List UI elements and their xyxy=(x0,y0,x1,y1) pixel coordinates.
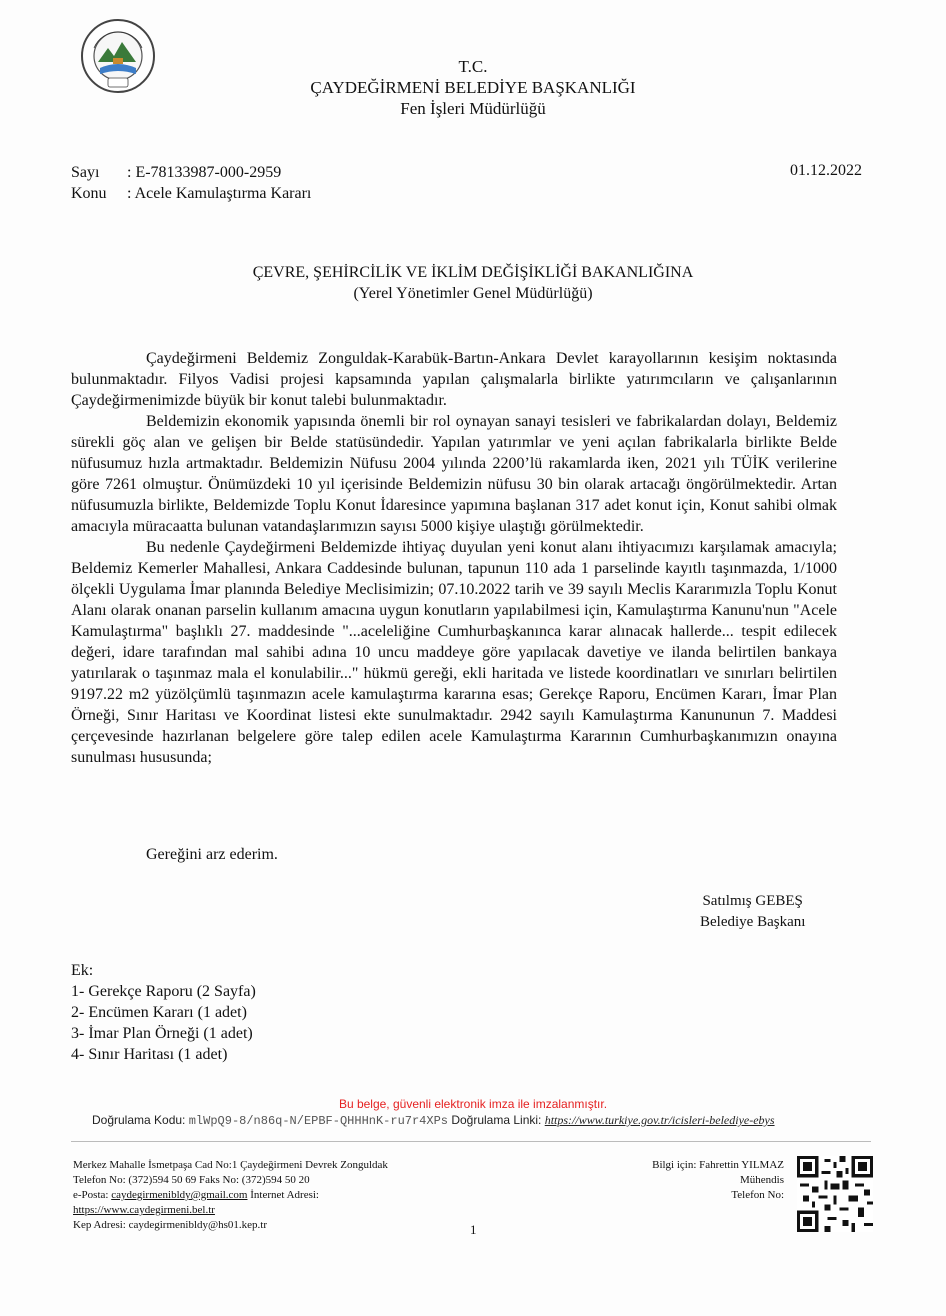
closing-text: Gereğini arz ederim. xyxy=(146,846,278,863)
header-tc: T.C. xyxy=(458,57,488,76)
footer-email-link[interactable]: caydegirmenibldy@gmail.com xyxy=(111,1189,248,1201)
footer-email-line xyxy=(73,1188,388,1203)
info-contact-person: Bilgi için: Fahrettin YILMAZ xyxy=(652,1159,784,1171)
page-number: 1 xyxy=(470,1222,477,1237)
konu-label: Konu xyxy=(71,185,107,202)
paragraph-2: Beldemizin ekonomik yapısında önemli bir rol oynayan sanayi tesisleri ve fabrikalardan dolayı, Beldemiz sürekli göç alan ve gelişen bir Belde statüsündedir. Yapılan yatırımlar ve yeni açılan fabrikalarla birlikte Belde nüfusumuz hızla artmaktadır. Beldemizin Nüfusu 2004 yılında 2200’lü rakamlarda iken, 2021 yılı TÜİK verilerine göre 7261 olmuştur. Önümüzdeki 10 yıl içerisinde Beldemizin nüfusu 30 bin olarak artacağı öngörülmektedir. Artan nüfusumuzla birlikte, Beldemizde Toplu Konut İdaresince yapımına başlanan 317 adet konut için, Konut sahibi olmak amacıyla müracaatta bulunan vatandaşlarımızın sayısı 5000 kişiye ulaştığı görülmektedir. xyxy=(71,413,837,535)
info-contact-role: Mühendis xyxy=(740,1174,784,1186)
verification-line xyxy=(92,1113,775,1128)
info-contact-phone: Telefon No: xyxy=(731,1189,784,1201)
attachments-label: Ek: xyxy=(71,962,94,979)
header-municipality: ÇAYDEĞİRMENİ BELEDİYE BAŞKANLIĞI xyxy=(310,78,636,97)
footer-email-label: e-Posta: xyxy=(73,1189,109,1201)
verification-code: mlWpQ9-8/n86q-N/EPBF-QHHHnK-ru7r4XPs xyxy=(188,1114,448,1128)
contact-info xyxy=(580,1158,784,1203)
footer-address: Merkez Mahalle İsmetpaşa Cad No:1 Çaydeğirmeni Devrek Zonguldak xyxy=(73,1159,388,1171)
footer-kep: Kep Adresi: caydegirmenibldy@hs01.kep.tr xyxy=(73,1219,268,1231)
footer-divider xyxy=(71,1141,871,1142)
verification-link[interactable]: https://www.turkiye.gov.tr/icisleri-belediye-ebys xyxy=(544,1113,775,1127)
attachment-item: 4- Sınır Haritası (1 adet) xyxy=(71,1046,228,1063)
verification-link-label: Doğrulama Linki: xyxy=(451,1113,542,1127)
document-date: 01.12.2022 xyxy=(790,162,862,179)
attachment-item: 3- İmar Plan Örneği (1 adet) xyxy=(71,1025,253,1042)
footer-contact xyxy=(73,1158,388,1233)
signatory-title: Belediye Başkanı xyxy=(700,914,806,930)
signature-block xyxy=(700,891,805,933)
sayi-label: Sayı xyxy=(71,164,100,181)
addressee-ministry: ÇEVRE, ŞEHİRCİLİK VE İKLİM DEĞİŞİKLİĞİ BAKANLIĞINA xyxy=(252,264,694,281)
footer-phone: Telefon No: (372)594 50 69 Faks No: (372)594 50 20 xyxy=(73,1174,310,1186)
sayi-value: : E-78133987-000-2959 xyxy=(127,164,282,181)
header-department: Fen İşleri Müdürlüğü xyxy=(400,99,546,118)
attachment-item: 1- Gerekçe Raporu (2 Sayfa) xyxy=(71,983,256,1000)
paragraph-1: Çaydeğirmeni Beldemiz Zonguldak-Karabük-Bartın-Ankara Devlet karayollarının kesişim noktasında bulunmaktadır. Filyos Vadisi projesi kapsamında yapılan çalışmalarla birlikte yatırımcıların ve çalışanlarının Çaydeğirmenimizde büyük bir konut talebi bulunmaktadır. xyxy=(71,350,837,409)
verification-code-label: Doğrulama Kodu: xyxy=(92,1113,186,1127)
konu-value: : Acele Kamulaştırma Kararı xyxy=(127,185,312,202)
esignature-notice: Bu belge, güvenli elektronik imza ile imzalanmıştır. xyxy=(338,1097,608,1111)
konu-line xyxy=(71,183,311,204)
sayi-line xyxy=(71,162,281,183)
signatory-name: Satılmış GEBEŞ xyxy=(702,893,803,909)
attachment-item: 2- Encümen Kararı (1 adet) xyxy=(71,1004,247,1021)
letter-body xyxy=(71,348,837,768)
addressee-directorate: (Yerel Yönetimler Genel Müdürlüğü) xyxy=(353,285,593,302)
attachments-list xyxy=(71,960,256,1065)
qr-code-icon xyxy=(797,1156,873,1232)
footer-web-link[interactable]: https://www.caydegirmeni.bel.tr xyxy=(73,1204,215,1216)
footer-web-label: İnternet Adresi: xyxy=(250,1189,319,1201)
paragraph-3: Bu nedenle Çaydeğirmeni Beldemizde ihtiyaç duyulan yeni konut alanı ihtiyacımızı karşılamak amacıyla; Beldemiz Kemerler Mahallesi, Ankara Caddesinde bulunan, tapunun 110 ada 1 parselinde kayıtlı taşınmazda, 1/1000 ölçekli Uygulama İmar planında Belediye Meclisimizin; 07.10.2022 tarih ve 39 sayılı Meclis Kararımızla Toplu Konut Alanı olarak onanan parselin kullanım amacına uygun konutların yapılabilmesi için, Kamulaştırma Kanunu'nun "Acele Kamulaştırma" başlıklı 27. maddesinde "...aceleliğine Cumhurbaşkanınca karar alınacak hallerde... tespit edilecek değeri, idare tarafından mal sahibi adına 10 uncu maddeye göre yapılacak davetiye ve ilanda belirtilen bankaya yatırılarak o taşınmaz mala el konulabilir..." hükmü gereği, ekli haritada ve listede koordinatları ve sınırları belirtilen 9197.22 m2 yüzölçümlü taşınmazın acele kamulaştırma kararına esas; Gerekçe Raporu, Encümen Kararı, İmar Plan Örneği, Sınır Haritası ve Koordinat listesi ekte sunulmaktadır. 2942 sayılı Kamulaştırma Kanununun 7. Maddesi çerçevesinde hazırlanan belgelere göre talep edilen acele Kamulaştırma Kararının Cumhurbaşkanımızın onayına sunulması hususunda; xyxy=(71,539,837,766)
